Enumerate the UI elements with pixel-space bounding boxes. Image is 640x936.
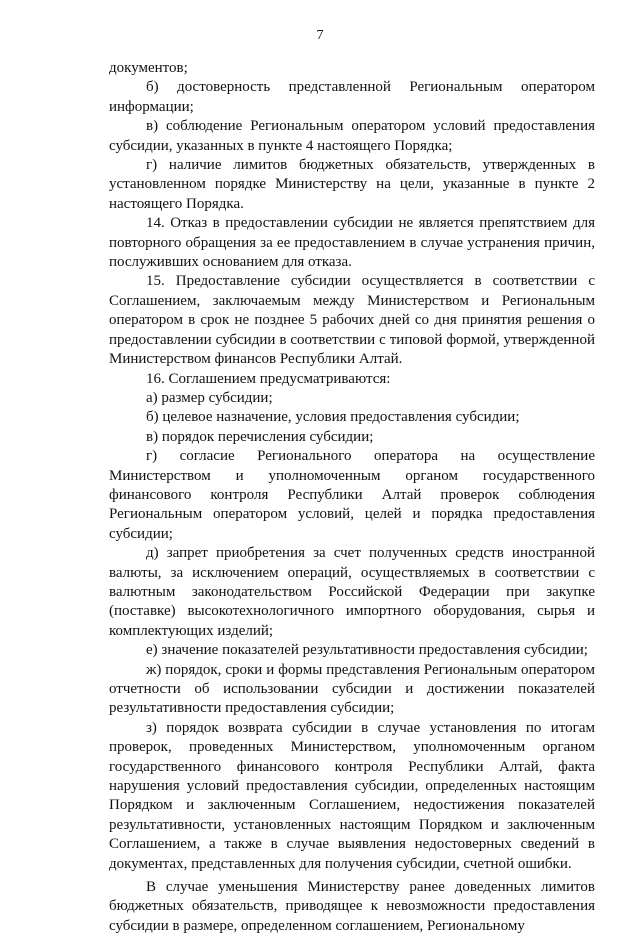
list-item-b-reliability: б) достоверность представленной Региональным оператором информации; [109, 79, 595, 115]
list-item-a-amount: а) размер субсидии; [146, 389, 273, 406]
list-item-g-limits: г) наличие лимитов бюджетных обязательств, утвержденных в установленном порядке Министерству на цели, указанные в пункте 2 настоящего Порядка. [109, 157, 595, 212]
list-item-zh-reporting: ж) порядок, сроки и формы представления Региональным оператором отчетности об использовании субсидии и достижении показателей результативности предоставления субсидии; [109, 661, 595, 717]
list-item-v-transfer-order: в) порядок перечисления субсидии; [146, 428, 374, 445]
paragraph-limits-reduction: В случае уменьшения Министерству ранее доведенных лимитов бюджетных обязательств, приводящее к невозможности предоставления субсидии в размере, определенном соглашением, Региональному [109, 879, 595, 934]
clause-16: 16. Соглашением предусматриваются: [146, 370, 391, 387]
list-item-g-consent: г) согласие Регионального оператора на осуществление Министерством и уполномоченным органом государственного финансового контроля Республики Алтай проверок соблюдения Региональным оператором условий, целей и порядка предоставления субсидии; [109, 448, 595, 542]
paragraph-continuation: документов; [109, 60, 188, 76]
list-item-b-purpose: б) целевое назначение, условия предоставления субсидии; [146, 409, 520, 426]
document-body [109, 59, 595, 936]
list-item-d-currency-ban: д) запрет приобретения за счет полученных средств иностранной валюты, за исключением операций, осуществляемых в соответствии с валютным законодательством Российской Федерации при закупке (поставке) высокотехнологичного импортного оборудования, сырья и комплектующих изделий; [109, 545, 595, 639]
clause-15: 15. Предоставление субсидии осуществляется в соответствии с Соглашением, заключаемым между Министерством и Региональным оператором в срок не позднее 5 рабочих дней со дня принятия решения о предоставлении субсидии в соответствии с типовой формой, утвержденной Министерством финансов Республики Алтай. [109, 273, 595, 368]
list-item-v-compliance: в) соблюдение Региональным оператором условий предоставления субсидии, указанных в пункте 4 настоящего Порядка; [109, 118, 595, 154]
list-item-e-indicators: е) значение показателей результативности предоставления субсидии; [146, 642, 588, 659]
clause-14: 14. Отказ в предоставлении субсидии не является препятствием для повторного обращения за ее предоставлением в случае устранения причин, послуживших основанием для отказа. [109, 215, 595, 271]
page-number: 7 [316, 28, 324, 43]
list-item-z-refund: з) порядок возврата субсидии в случае установления по итогам проверок, проведенных Министерством, уполномоченным органом государственного финансового контроля Республики Алтай, факта нарушения условий предоставления субсидии, определенных настоящим Порядком и заключенным Соглашением, недостижения показателей результативности, установленных настоящим Порядком и заключенным Соглашением, а также в случае выявления недостоверных сведений в документах, представленных для получения субсидии, счетной ошибки. [109, 719, 595, 872]
